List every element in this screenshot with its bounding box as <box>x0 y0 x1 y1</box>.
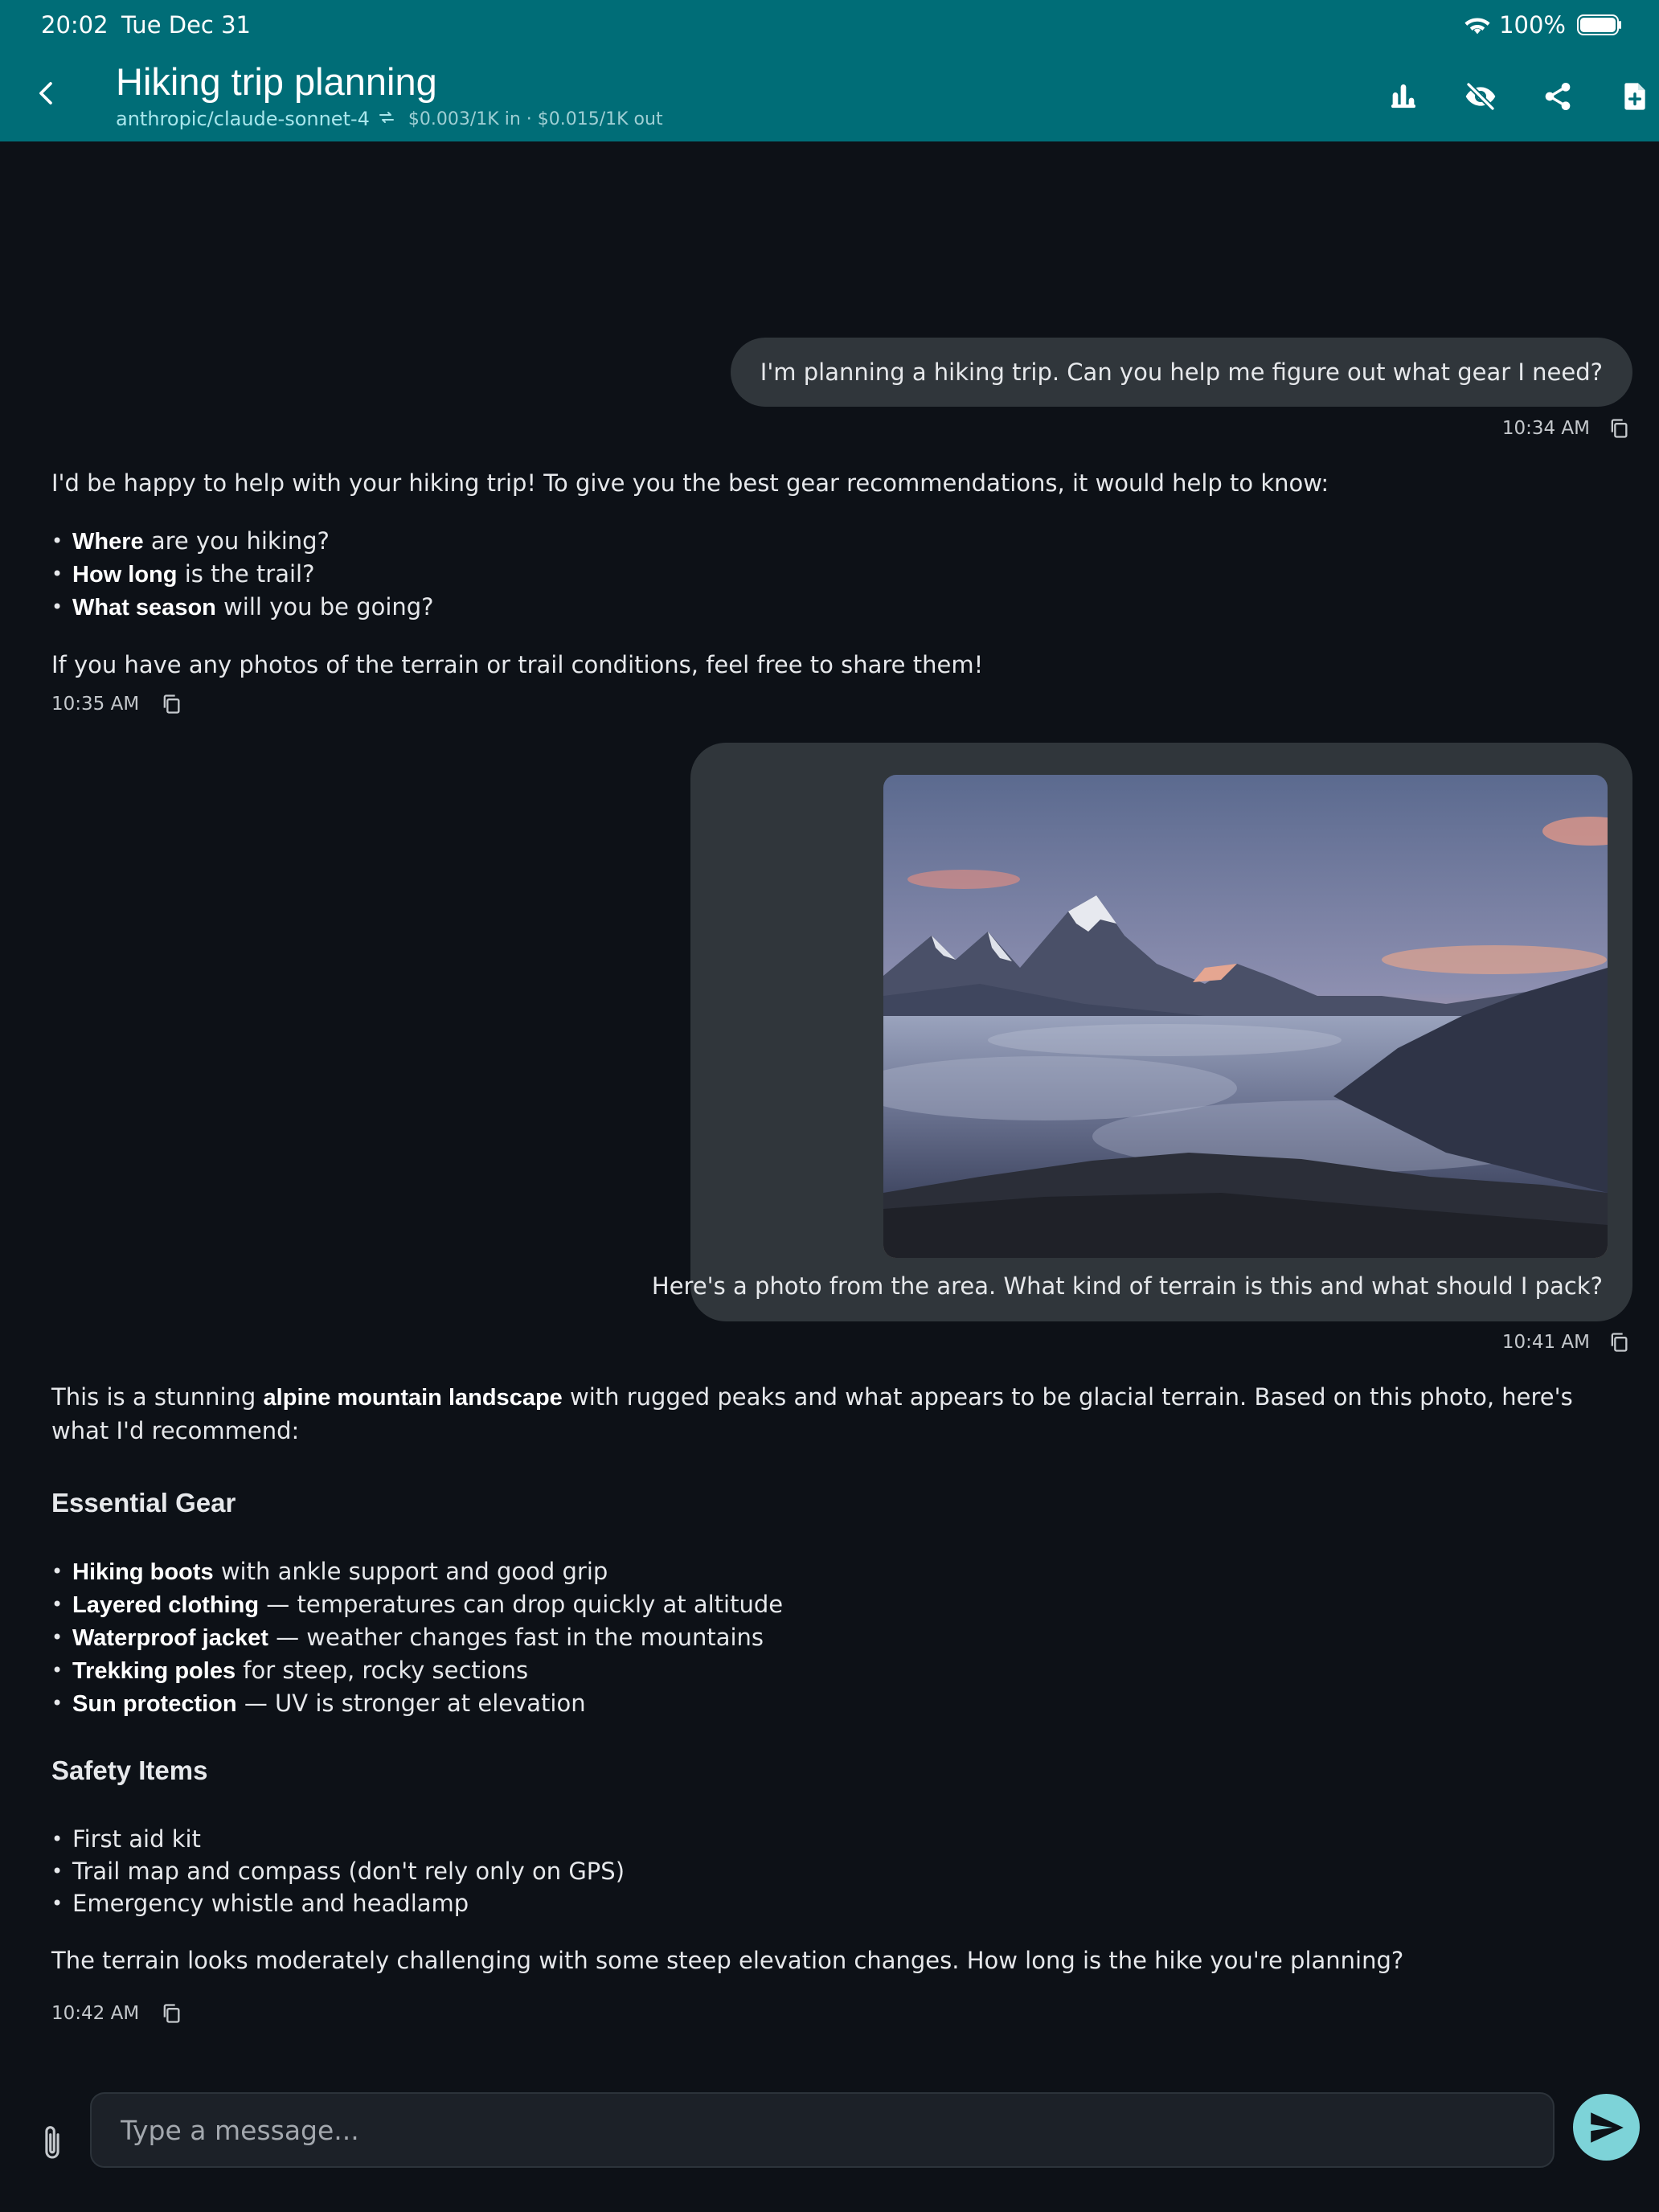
app-bar <box>0 51 1659 141</box>
list-item: • Hiking boots with ankle support and good grip <box>51 1555 1601 1588</box>
message-meta <box>51 693 182 715</box>
share-button[interactable] <box>1534 72 1582 121</box>
user-message <box>731 338 1632 407</box>
new-document-button[interactable] <box>1611 72 1659 121</box>
wifi-icon <box>1464 14 1491 35</box>
attached-photo[interactable] <box>883 775 1608 1258</box>
message-text: Here's a photo from the area. What kind of terrain is this and what should I pack? <box>651 1272 1603 1300</box>
copy-icon[interactable] <box>1608 1331 1630 1354</box>
battery-icon <box>1577 14 1622 36</box>
status-date: Tue Dec 31 <box>121 11 251 39</box>
attach-button[interactable] <box>31 2120 74 2168</box>
list-item: • Sun protection — UV is stronger at elevation <box>51 1687 1601 1720</box>
list-item: • Emergency whistle and headlamp <box>51 1887 1601 1919</box>
back-button[interactable] <box>24 71 69 116</box>
battery-percent: 100% <box>1499 11 1566 39</box>
send-icon <box>1587 2108 1627 2148</box>
conversation-title: Hiking trip planning <box>116 60 437 103</box>
pricing-info: $0.003/1K in · $0.015/1K out <box>408 109 663 129</box>
eye-off-icon <box>1463 80 1498 113</box>
list-item: • Trekking poles for steep, rocky sections <box>51 1654 1601 1687</box>
status-bar <box>0 0 1659 51</box>
chat-area <box>0 141 1659 2075</box>
visibility-button[interactable] <box>1456 72 1505 121</box>
copy-icon[interactable] <box>160 693 182 715</box>
model-subtitle <box>116 108 663 130</box>
paperclip-icon <box>39 2123 66 2165</box>
back-arrow-icon <box>33 80 60 107</box>
message-text: I'd be happy to help with your hiking trip! To give you the best gear recommendations, it would help to know: <box>51 469 1329 497</box>
new-document-icon <box>1620 80 1650 113</box>
assistant-message <box>51 1381 1601 1977</box>
assistant-message <box>51 467 1601 682</box>
section-heading: Safety Items <box>51 1755 208 1785</box>
message-text: The terrain looks moderately challenging with some steep elevation changes. How long is the hike you're planning? <box>51 1947 1404 1974</box>
message-text: I'm planning a hiking trip. Can you help me figure out what gear I need? <box>760 358 1603 386</box>
swap-model-icon[interactable] <box>378 110 395 128</box>
list-item: • Waterproof jacket — weather changes fast in the mountains <box>51 1621 1601 1654</box>
gear-list <box>51 1555 1601 1720</box>
message-input[interactable] <box>90 2092 1555 2168</box>
message-text: This is a stunning alpine mountain landscape with rugged peaks and what appears to be glacial terrain. Based on this photo, here's what I'd recommend: <box>51 1383 1573 1444</box>
message-text: If you have any photos of the terrain or trail conditions, feel free to share them! <box>51 651 984 678</box>
list-item: • Trail map and compass (don't rely only on GPS) <box>51 1855 1601 1887</box>
user-image-message <box>651 743 1632 1321</box>
share-icon <box>1542 80 1574 113</box>
message-meta <box>1502 1331 1630 1354</box>
timestamp: 10:42 AM <box>51 2003 140 2024</box>
list-item: • How long is the trail? <box>51 558 1601 591</box>
stats-button[interactable] <box>1379 72 1428 121</box>
timestamp: 10:34 AM <box>1501 418 1590 439</box>
send-button[interactable] <box>1573 2094 1640 2161</box>
message-meta <box>1502 417 1630 440</box>
bar-chart-icon <box>1387 80 1419 113</box>
timestamp: 10:35 AM <box>51 694 140 715</box>
message-composer <box>0 2075 1659 2212</box>
list-item: • First aid kit <box>51 1823 1601 1855</box>
copy-icon[interactable] <box>1608 417 1630 440</box>
timestamp: 10:41 AM <box>1501 1332 1590 1353</box>
list-item: • What season will you be going? <box>51 591 1601 624</box>
safety-list <box>51 1823 1601 1919</box>
message-meta <box>51 2002 182 2025</box>
copy-icon[interactable] <box>160 2002 182 2025</box>
section-heading: Essential Gear <box>51 1488 236 1518</box>
question-list <box>51 525 1601 624</box>
model-name[interactable]: anthropic/claude-sonnet-4 <box>116 108 370 130</box>
list-item: • Where are you hiking? <box>51 525 1601 558</box>
status-time: 20:02 <box>41 11 109 39</box>
list-item: • Layered clothing — temperatures can drop quickly at altitude <box>51 1588 1601 1621</box>
